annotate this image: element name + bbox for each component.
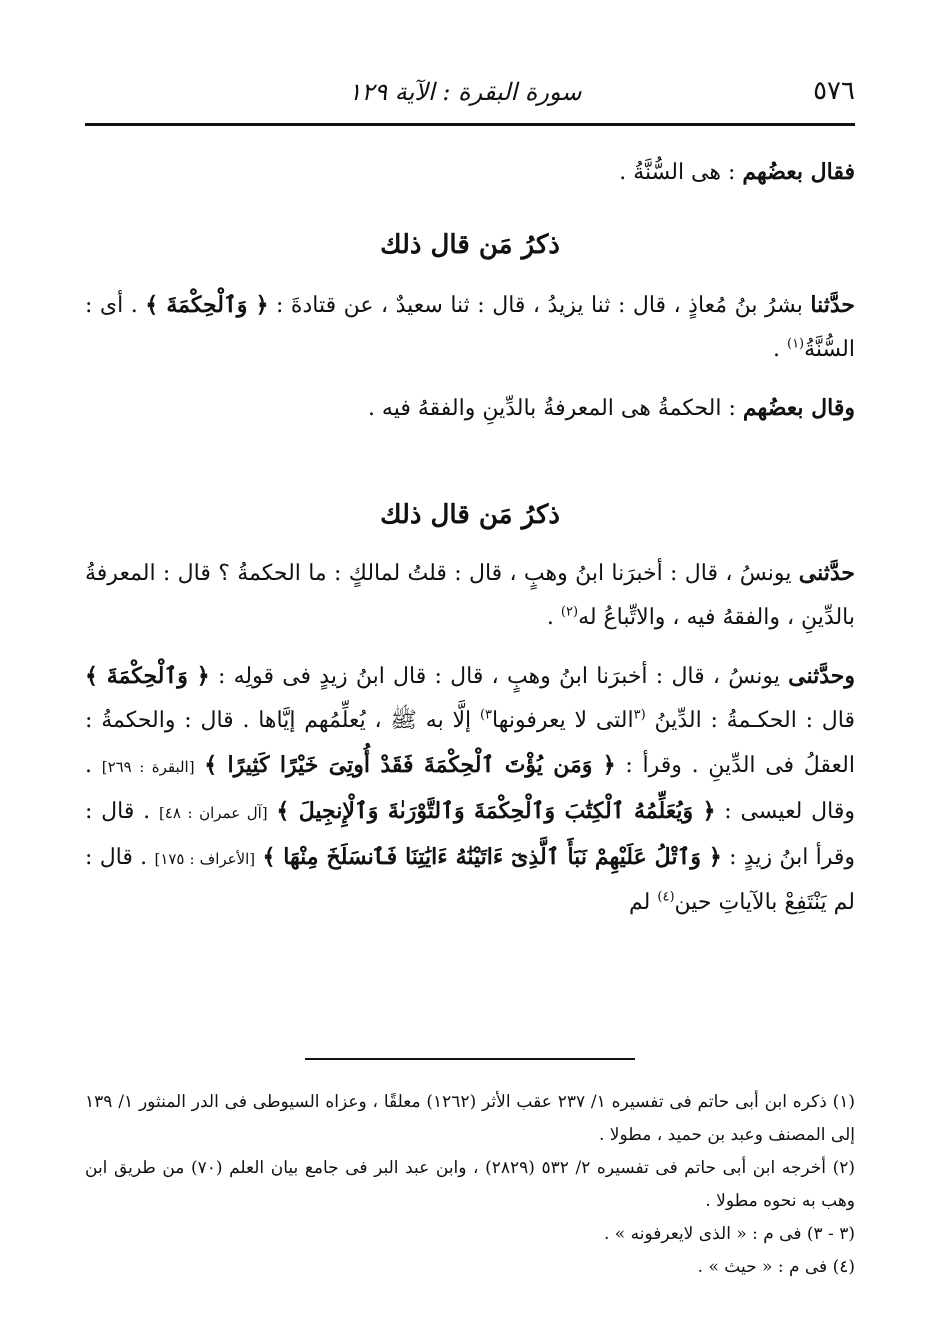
paragraph-text: : الحكمةُ هى المعرفةُ بالدِّينِ والفقهُ فيه . xyxy=(367,396,736,421)
footnotes xyxy=(85,1086,855,1284)
section-heading-2: ذكرُ مَن قال ذلك xyxy=(380,500,560,530)
quran-quote: ﴿ وَمَن يُؤْتَ ٱلْحِكْمَةَ فَقَدْ أُوتِىَ خَيْرًا كَثِيرًا ﴾ xyxy=(204,752,616,778)
footnote: (٣ - ٣) فى م : « الذى لايعرفونه » . xyxy=(604,1224,855,1244)
paragraph-5 xyxy=(85,654,855,925)
paragraph-text: . قال : وقرأ ابنُ زيدٍ : xyxy=(85,799,855,870)
paragraph-3 xyxy=(85,386,855,431)
page-header xyxy=(85,76,855,116)
paragraph-text: : هى السُّنَّةُ . xyxy=(619,160,736,185)
quran-quote: ﴿ وَٱتْلُ عَلَيْهِمْ نَبَأَ ٱلَّذِىٓ ءَاتَيْنَٰهُ ءَايَٰتِنَا فَٱنسَلَخَ مِنْهَا ﴾ xyxy=(262,844,722,870)
footnote-marker: (٤) xyxy=(657,889,675,905)
paragraph-2 xyxy=(85,283,855,372)
paragraph-text: التى لا يعرفونها xyxy=(492,708,634,733)
paragraph-text: . xyxy=(772,337,780,362)
footnote: (٢) أخرجه ابن أبى حاتم فى تفسيره ٢/ ٥٣٢ (٢٨٢٩) ، وابن عبد البر فى جامع بيان العلم (٧٠) من طريق ابن وهب به نحوه مطولا . xyxy=(85,1158,855,1211)
paragraph-lead: حدَّثنى xyxy=(798,560,855,586)
footnote-rule xyxy=(305,1058,635,1060)
quran-quote: ﴿ وَيُعَلِّمُهُ ٱلْكِتَٰبَ وَٱلْحِكْمَةَ وَٱلتَّوْرَىٰةَ وَٱلْإِنجِيلَ ﴾ xyxy=(276,798,716,824)
page-number: ٥٧٦ xyxy=(813,76,855,106)
paragraph-text: . وقال لعيسى : xyxy=(85,753,855,824)
paragraph-text: يونسُ ، قال : أخبرَنا ابنُ وهبٍ ، قال : قلتُ لمالكٍ : ما الحكمةُ ؟ قال : المعرفةُ بالدِّينِ ، والفقهُ فيه ، والاتِّباعُ له xyxy=(85,561,855,630)
verse-reference: [الأعراف : ١٧٥] xyxy=(154,850,256,868)
footnote-marker: (١) xyxy=(786,336,805,352)
paragraph-text: . قال : لم يَنْتَفِعْ بالآياتِ حين xyxy=(85,845,855,915)
paragraph-text: إلَّا به ﷺ ، يُعلِّمُهم إيَّاها . قال : والحكمةُ : العقلُ فى الدِّينِ . وقرأ : xyxy=(85,708,855,778)
paragraph-1 xyxy=(85,150,855,195)
paragraph-text: . xyxy=(546,605,554,630)
quran-quote: ﴿ وَٱلْحِكْمَةَ ﴾ xyxy=(85,663,210,689)
running-title: سورة البقرة : الآية ١٢٩ xyxy=(348,78,582,106)
paragraph-text: . أى : السُّنَّةُ xyxy=(85,293,855,362)
footnote-marker: (٢) xyxy=(560,604,579,620)
header-rule xyxy=(85,123,855,126)
footnote: (١) ذكره ابن أبى حاتم فى تفسيره ١/ ٢٣٧ عقب الأثر (١٢٦٢) معلقًا ، وعزاه السيوطى فى الدر المنثور ١/ ١٣٩ إلى المصنف وعبد بن حميد ، مطولا . xyxy=(85,1092,856,1145)
paragraph-text: لم xyxy=(629,890,651,915)
section-heading-1: ذكرُ مَن قال ذلك xyxy=(380,230,560,260)
quran-quote: ﴿ وَٱلْحِكْمَةَ ﴾ xyxy=(145,292,269,318)
paragraph-text: قال : الحكـمةُ : الدِّينُ xyxy=(654,708,855,733)
paragraph-text: يونسُ ، قال : أخبرَنا ابنُ وهبٍ ، قال : قال ابنُ زيدٍ فى قولِه : xyxy=(217,664,780,689)
footnote-marker: ٣) xyxy=(479,707,492,723)
main-text xyxy=(85,150,855,925)
paragraph-lead: حدَّثنا xyxy=(810,292,855,318)
paragraph-text: بشرُ بنُ مُعاذٍ ، قال : ثنا يزيدُ ، قال : ثنا سعيدٌ ، عن قتادةَ : xyxy=(276,293,803,318)
paragraph-lead: وحدَّثنى xyxy=(788,663,856,689)
footnote-marker: (٣ xyxy=(633,707,646,723)
paragraph-4 xyxy=(85,551,855,640)
paragraph-lead: وقال بعضُهم xyxy=(742,395,855,421)
footnote: (٤) فى م : « حيث » . xyxy=(697,1257,855,1277)
verse-reference: [آل عمران : ٤٨] xyxy=(158,804,268,822)
paragraph-lead: فقال بعضُهم xyxy=(742,159,855,185)
verse-reference: [البقرة : ٢٦٩] xyxy=(101,758,195,776)
